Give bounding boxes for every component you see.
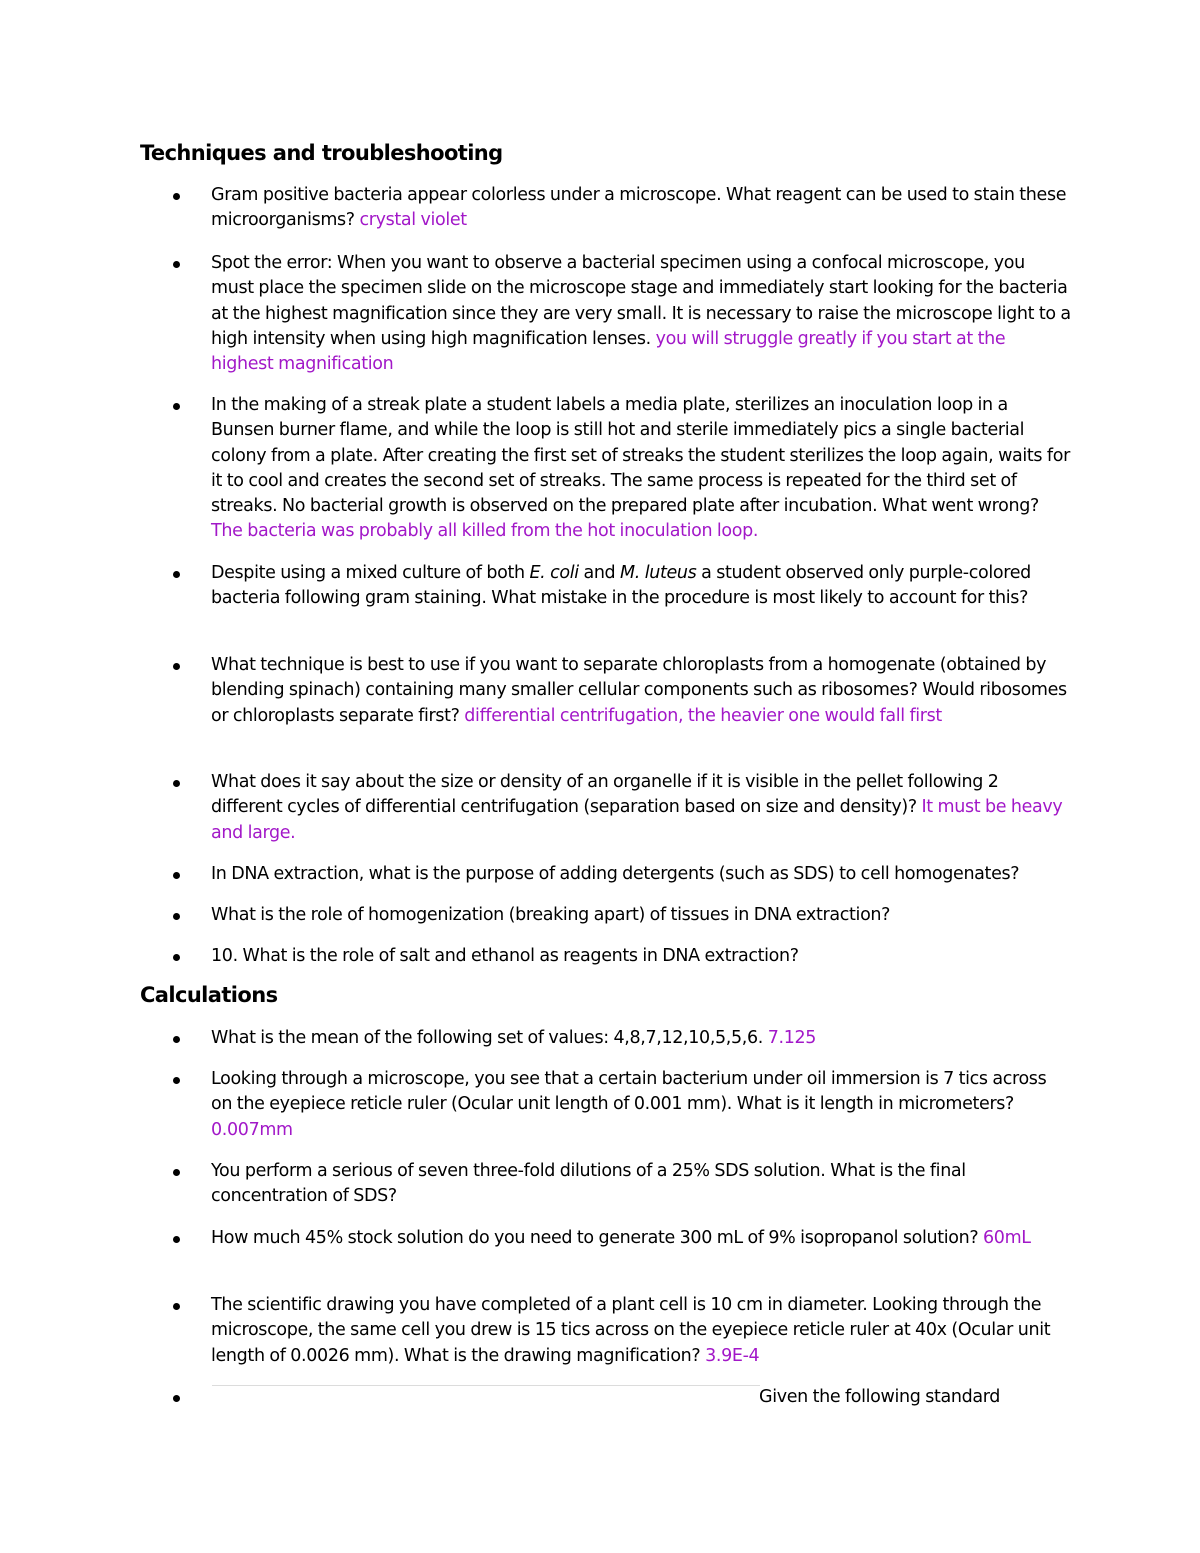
answer-text: differential centrifugation, the heavier one would fall first	[464, 705, 942, 726]
list-item	[211, 1026, 1071, 1051]
bullet-icon	[173, 1169, 180, 1176]
species-name: E. coli	[529, 563, 579, 583]
answer-text: 0.007mm	[211, 1119, 293, 1140]
list-item	[211, 903, 1071, 928]
question-text: Gram positive bacteria appear colorless under a microscope. What reagent can be used to stain these microorganisms?	[211, 185, 1067, 231]
question-text: What technique is best to use if you want to separate chloroplasts from a homogenate (obtained by blending spinach) containing many smaller cellular components such as ribosomes? Would ribosomes or chloroplasts separate first?	[211, 655, 1067, 726]
question-text: a student observed only purple-colored bacteria following gram staining. What mistake in the procedure is most likely to account for this?	[211, 563, 1031, 609]
question-text: 10. What is the role of salt and ethanol as reagents in DNA extraction?	[211, 946, 799, 966]
bullet-icon	[173, 571, 180, 578]
question-text: Looking through a microscope, you see that a certain bacterium under oil immersion is 7 tics across on the eyepiece reticle ruler (Ocular unit length of 0.001 mm). What is it length in micrometers?	[211, 1069, 1047, 1115]
list-item	[211, 1067, 1071, 1143]
bullet-icon	[173, 403, 180, 410]
question-text: Despite using a mixed culture of both	[211, 563, 530, 583]
list-item	[211, 1293, 1071, 1369]
list-item	[211, 1226, 1071, 1251]
bullet-icon	[173, 261, 180, 268]
question-text: You perform a serious of seven three-fold dilutions of a 25% SDS solution. What is the final concentration of SDS?	[211, 1161, 966, 1207]
question-text: and	[578, 563, 621, 583]
question-text: In DNA extraction, what is the purpose of adding detergents (such as SDS) to cell homogenates?	[211, 864, 1020, 884]
question-text: What is the role of homogenization (breaking apart) of tissues in DNA extraction?	[211, 905, 891, 925]
bullet-icon	[173, 872, 180, 879]
bullet-icon	[173, 1036, 180, 1043]
species-name: M. luteus	[620, 563, 697, 583]
list-item	[211, 944, 1071, 969]
list-item	[211, 862, 1071, 887]
bullet-icon	[173, 1303, 180, 1310]
list-item	[211, 770, 1071, 846]
question-text: Given the following standard	[759, 1387, 1001, 1407]
bullet-icon	[173, 1077, 180, 1084]
answer-text: you will struggle greatly if you start at the highest magnification	[211, 328, 1006, 375]
answer-text: crystal violet	[359, 210, 467, 231]
list-item	[211, 251, 1071, 377]
faint-rule	[212, 1385, 760, 1386]
answer-text: 60mL	[983, 1228, 1031, 1248]
list-item	[211, 393, 1071, 545]
answer-text: The bacteria was probably all killed from the hot inoculation loop.	[211, 521, 759, 542]
bullet-icon	[173, 780, 180, 787]
answer-text: It must be heavy and large.	[211, 797, 1063, 843]
question-text: Spot the error: When you want to observe a bacterial specimen using a confocal microscope, you must place the specimen slide on the microscope stage and immediately start looking for the bacteria at the highest magnification since they are very small. It is necessary to raise the microscope light to a high intensity when using high magnification lenses.	[211, 253, 1071, 349]
question-text: What does it say about the size or density of an organelle if it is visible in the pellet following 2 different cycles of differential centrifugation (separation based on size and density)?	[211, 772, 999, 818]
section-heading-calculations: Calculations	[140, 983, 278, 1007]
answer-text: 3.9E-4	[705, 1345, 760, 1366]
bullet-icon	[173, 193, 180, 200]
section-heading-techniques: Techniques and troubleshooting	[140, 141, 503, 165]
question-text: What is the mean of the following set of values: 4,8,7,12,10,5,5,6.	[211, 1028, 768, 1048]
question-text: In the making of a streak plate a student labels a media plate, sterilizes an inoculation loop in a Bunsen burner flame, and while the loop is still hot and sterile immediately pics a single bacterial colony from a plate. After creating the first set of streaks the student sterilizes the loop again, waits for it to cool and creates the second set of streaks. The same process is repeated for the third set of streaks. No bacterial growth is observed on the prepared plate after incubation. What went wrong?	[211, 395, 1070, 517]
bullet-icon	[173, 1395, 180, 1402]
list-item	[211, 561, 1071, 612]
bullet-icon	[173, 913, 180, 920]
list-item	[211, 653, 1071, 729]
bullet-icon	[173, 663, 180, 670]
list-item	[211, 183, 1071, 234]
answer-text: 7.125	[767, 1028, 817, 1048]
question-text: How much 45% stock solution do you need to generate 300 mL of 9% isopropanol solution?	[211, 1228, 983, 1248]
bullet-icon	[173, 1236, 180, 1243]
bullet-icon	[173, 954, 180, 961]
question-text: The scientific drawing you have completed of a plant cell is 10 cm in diameter. Looking through the microscope, the same cell you drew is 15 tics across on the eyepiece reticle ruler at 40x (Ocular unit length of 0.0026 mm). What is the drawing magnification?	[211, 1295, 1051, 1366]
list-item	[211, 1159, 1071, 1210]
